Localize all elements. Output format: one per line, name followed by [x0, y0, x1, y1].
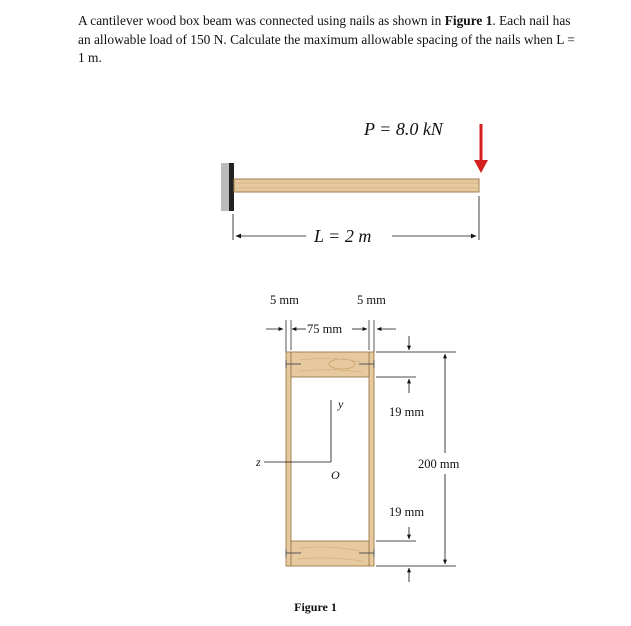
right-gap-label: 5 mm [357, 293, 386, 307]
problem-condition: L = 1 m. [78, 31, 575, 65]
length-label: L = 2 m [314, 226, 372, 246]
nails [286, 360, 374, 557]
box-beam-cross-section [255, 293, 460, 582]
left-gap-label: 5 mm [270, 293, 299, 307]
origin-label: O [331, 468, 340, 482]
left-web [286, 352, 291, 566]
axes [264, 400, 331, 462]
inner-width-label: 75 mm [307, 322, 343, 336]
z-axis-label: z [256, 455, 261, 469]
right-web [369, 352, 374, 566]
load-label: P = 8.0 kN [364, 119, 443, 139]
load-arrow [474, 124, 488, 173]
problem-text-2: . Each nail has an allowable load of 150 N. Calculate the maximum allowable spacing of the nails when [78, 13, 571, 47]
top-flange-thickness-label: 19 mm [389, 405, 425, 419]
top-flange [291, 352, 369, 377]
support-shadow [221, 163, 229, 211]
figure-reference: Figure 1 [444, 13, 493, 28]
bottom-flange [291, 541, 369, 566]
beam [234, 179, 479, 192]
y-axis-label: y [338, 397, 344, 411]
bottom-flange-thickness-label: 19 mm [389, 505, 425, 519]
figure-caption: Figure 1 [294, 600, 337, 614]
fixed-support [229, 163, 234, 211]
problem-text-1: A cantilever wood box beam was connected using nails as shown in [78, 13, 445, 28]
height-label: 200 mm [418, 457, 460, 471]
cantilever-beam-diagram [221, 119, 488, 246]
